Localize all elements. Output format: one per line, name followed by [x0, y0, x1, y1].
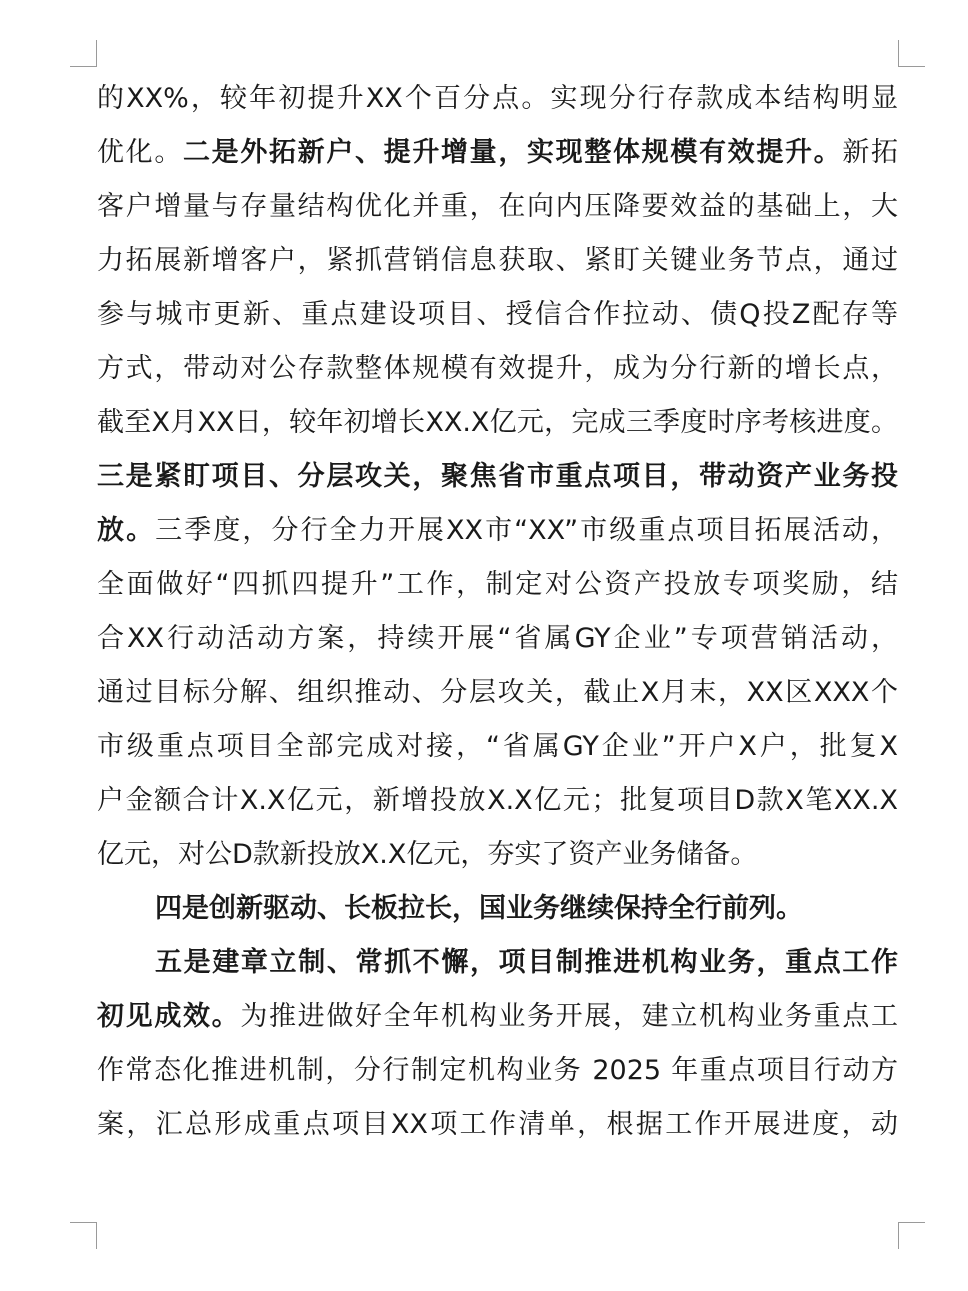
text-segment: 案，汇总形成重点项目XX项工作清单，根据工作开展进度，动	[97, 1109, 898, 1140]
text-segment: 市级重点项目全部完成对接，“省属GY企业”开户X户，批复X	[97, 731, 898, 762]
text-segment: 合XX行动活动方案，持续开展“省属GY企业”专项营销活动，	[97, 623, 898, 654]
text-segment: 亿元，对公D款新投放X.X亿元，夯实了资产业务储备。	[97, 839, 758, 870]
text-segment: 为推进做好全年机构业务开展，建立机构业务重点工	[240, 1001, 898, 1032]
text-line	[97, 234, 898, 288]
text-segment: 的XX%，较年初提升XX个百分点。实现分行存款成本结构明显	[97, 83, 898, 114]
text-line	[97, 936, 898, 990]
bold-text-segment: 放。	[97, 515, 156, 546]
text-line	[97, 288, 898, 342]
text-line	[97, 882, 898, 936]
text-line	[97, 180, 898, 234]
bold-text-segment: 五是建章立制、常抓不懈，项目制推进机构业务，重点工作	[155, 947, 898, 978]
text-line	[97, 720, 898, 774]
corner-mark-top-left	[70, 40, 97, 67]
text-line	[97, 1098, 898, 1152]
text-segment: 客户增量与存量结构优化并重，在向内压降要效益的基础上，大	[97, 191, 898, 222]
text-segment: 全面做好“四抓四提升”工作，制定对公资产投放专项奖励，结	[97, 569, 898, 600]
corner-mark-bottom-right	[898, 1222, 925, 1249]
text-line	[97, 828, 898, 882]
text-line	[97, 342, 898, 396]
text-segment: 力拓展新增客户，紧抓营销信息获取、紧盯关键业务节点，通过	[97, 245, 898, 276]
text-segment: 通过目标分解、组织推动、分层攻关，截止X月末，XX区XXX个	[97, 677, 898, 708]
text-line	[97, 990, 898, 1044]
text-line	[97, 72, 898, 126]
text-line	[97, 126, 898, 180]
corner-mark-top-right	[898, 40, 925, 67]
bold-text-segment: 初见成效。	[97, 1001, 241, 1032]
document-body	[97, 72, 898, 1152]
text-segment: 优化。	[97, 137, 183, 168]
text-segment: 方式，带动对公存款整体规模有效提升，成为分行新的增长点，	[97, 353, 898, 384]
text-line	[97, 396, 898, 450]
text-line	[97, 612, 898, 666]
bold-text-segment: 三是紧盯项目、分层攻关，聚焦省市重点项目，带动资产业务投	[97, 461, 898, 492]
text-line	[97, 1044, 898, 1098]
text-segment: 参与城市更新、重点建设项目、授信合作拉动、债Q投Z配存等	[97, 299, 898, 330]
text-segment: 截至X月XX日，较年初增长XX.X亿元，完成三季度时序考核进度。	[97, 407, 898, 438]
bold-text-segment: 四是创新驱动、长板拉长，国业务继续保持全行前列。	[155, 893, 803, 924]
text-line	[97, 450, 898, 504]
text-segment: 作常态化推进机制，分行制定机构业务 2025 年重点项目行动方	[97, 1055, 898, 1086]
text-line	[97, 558, 898, 612]
corner-mark-bottom-left	[70, 1222, 97, 1249]
text-line	[97, 774, 898, 828]
text-segment: 三季度，分行全力开展XX市“XX”市级重点项目拓展活动，	[155, 515, 898, 546]
text-line	[97, 504, 898, 558]
bold-text-segment: 二是外拓新户、提升增量，实现整体规模有效提升。	[183, 137, 843, 168]
text-line	[97, 666, 898, 720]
text-segment: 户金额合计X.X亿元，新增投放X.X亿元；批复项目D款X笔XX.X	[97, 785, 898, 816]
text-segment: 新拓	[842, 137, 898, 168]
